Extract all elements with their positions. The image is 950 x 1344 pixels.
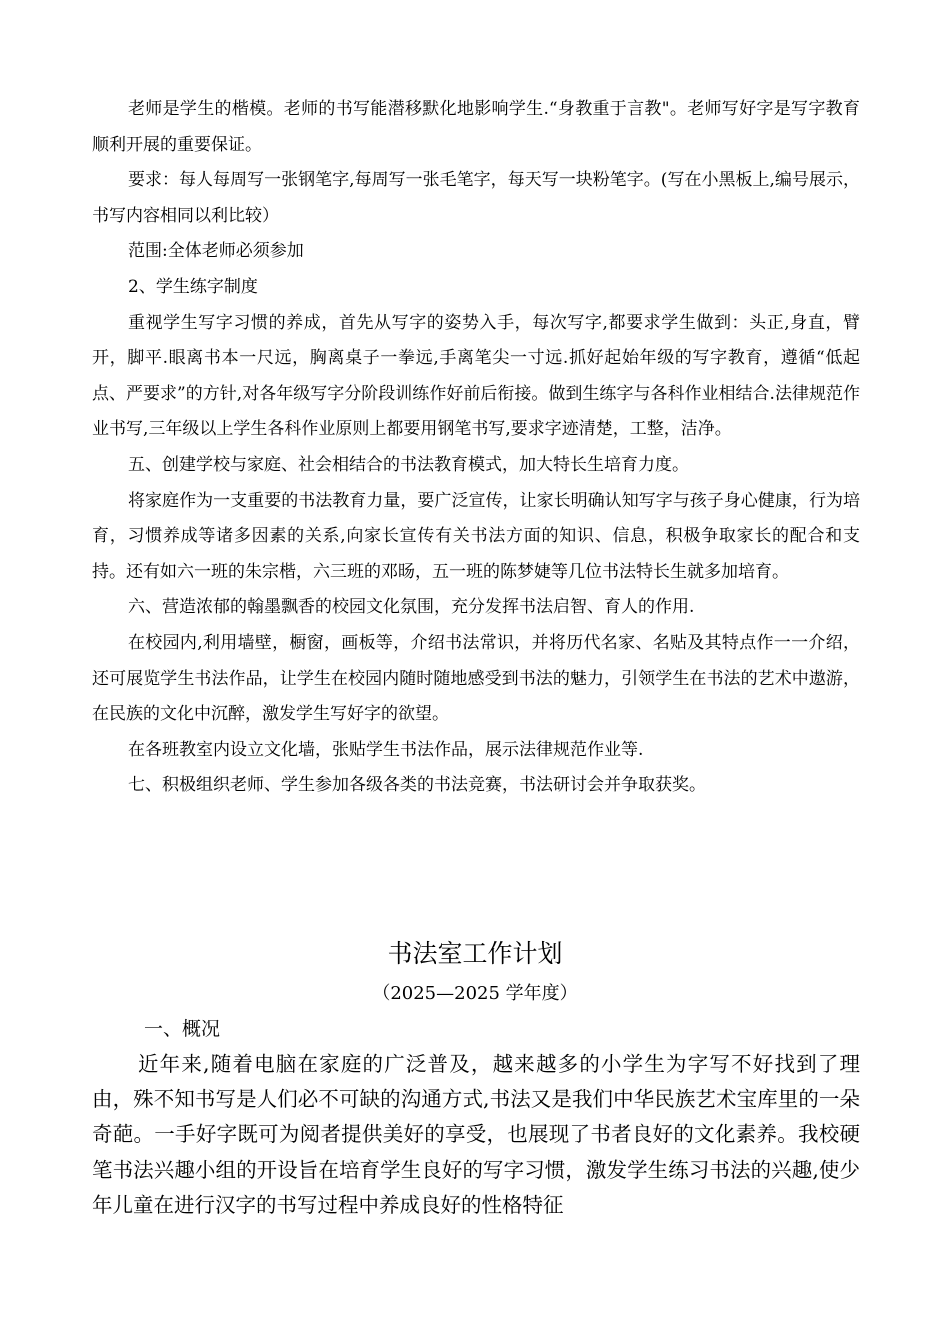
heading-student-practice: 2、学生练字制度 xyxy=(128,276,258,297)
heading-item-five: 五、创建学校与家庭、社会相结合的书法教育模式，加大特长生培育力度。 xyxy=(128,454,689,475)
document-subtitle: （2025—2025 学年度） xyxy=(372,983,578,1004)
heading-item-seven: 七、积极组织老师、学生参加各级各类的书法竞赛，书法研讨会并争取获奖。 xyxy=(128,775,706,796)
paragraph-classroom-wall: 在各班教室内设立文化墙，张贴学生书法作品，展示法律规范作业等. xyxy=(128,739,644,760)
paragraph-family-education: 将家庭作为一支重要的书法教育力量，要广泛宣传，让家长明确认知写字与孩子身心健康，行为培育，习惯养成等诸多因素的关系,向家长宣传有关书法方面的知识、信息，积极争取家长的配合和支持。还有如六一班的朱宗楷，六三班的邓旸，五一班的陈梦婕等几位书法特长生就多加培育。 xyxy=(92,490,860,582)
paragraph-teacher-scope: 范围:全体老师必须参加 xyxy=(128,241,304,262)
document-title: 书法室工作计划 xyxy=(387,939,563,968)
paragraph-campus-culture: 在校园内,利用墙壁，橱窗，画板等，介绍书法常识，并将历代名家、名贴及其特点作一一介绍，还可展览学生书法作品，让学生在校园内随时随地感受到书法的魅力，引领学生在书法的艺术中遨游，在民族的文化中沉醉，激发学生写好字的欲望。 xyxy=(92,632,860,725)
heading-item-six: 六、营造浓郁的翰墨飘香的校园文化氛围，充分发挥书法启智、育人的作用. xyxy=(128,597,695,618)
paragraph-student-habits: 重视学生写字习惯的养成，首先从写字的姿势入手，每次写字,都要求学生做到：头正,身直，臂开，脚平.眼离书本一尺远，胸离桌子一拳远,手离笔尖一寸远.抓好起始年级的写字教育，遵循“低起点、严要求”的方针,对各年级写字分阶段训练作好前后衔接。做到生练字与各科作业相结合.法律规范作业书写,三年级以上学生各科作业原则上都要用钢笔书写,要求字迹清楚，工整，洁净。 xyxy=(92,312,860,440)
section-rules xyxy=(92,92,860,804)
section-heading-overview: 一、概况 xyxy=(144,1018,221,1040)
paragraph-overview: 近年来,随着电脑在家庭的广泛普及，越来越多的小学生为字写不好找到了理由，殊不知书写是人们必不可缺的沟通方式,书法又是我们中华民族艺术宝库里的一朵奇葩。一手好字既可为阅者提供美好的享受，也展现了书者良好的文化素养。我校硬笔书法兴趣小组的开设旨在培育学生良好的写字习惯，激发学生练习书法的兴趣,使少年儿童在进行汉字的书写过程中养成良好的性格特征 xyxy=(92,1052,860,1217)
paragraph-teacher-requirements: 要求：每人每周写一张钢笔字,每周写一张毛笔字，每天写一块粉笔字。(写在小黑板上,编号展示，书写内容相同以利比较） xyxy=(92,170,860,226)
paragraph-teacher-model: 老师是学生的楷模。老师的书写能潜移默化地影响学生.“身教重于言教"。老师写好字是写字教育顺利开展的重要保证。 xyxy=(92,99,860,155)
